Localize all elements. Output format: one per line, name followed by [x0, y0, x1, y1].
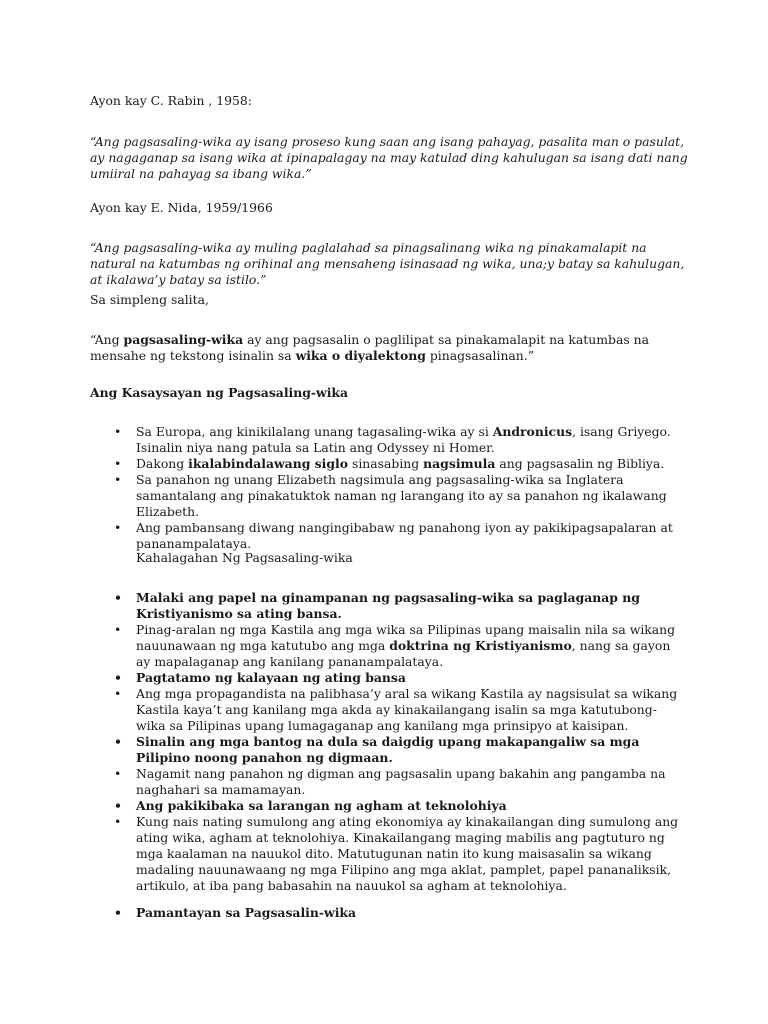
list-item: • Pinag-aralan ng mga Kastila ang mga wika sa Pilipinas upang maisalin nila sa wikang nauunawaan ng mga katutubo ang mga doktrina ng Kristiyanismo, nang sa gayon ay mapalaganap ang kanilang pananampalataya. [114, 622, 684, 670]
history-list [114, 424, 684, 552]
rabin-label: Ayon kay C. Rabin , 1958: [90, 93, 252, 108]
importance-list [114, 590, 684, 894]
list-item: • Sinalin ang mga bantog na dula sa daigdig upang makapangaliw sa mga Pilipino noong panahon ng digmaan. [114, 734, 684, 766]
list-item: • Dakong ikalabindalawang siglo sinasabing nagsimula ang pagsasalin ng Bibliya. [114, 456, 684, 472]
list-item: • Ang pakikibaka sa larangan ng agham at teknolohiya [114, 798, 684, 814]
list-item: • Sa panahon ng unang Elizabeth nagsimula ang pagsasaling-wika sa Inglatera samantalang ang pinakatuktok naman ng larangang ito ay sa panahon ng ikalawang Elizabeth. [114, 472, 684, 520]
rabin-quote: “Ang pagsasaling-wika ay isang proseso kung saan ang isang pahayag, pasalita man o pasulat, ay nagaganap sa isang wika at ipinapalagay na may katulad ding kahulugan sa isang dati nang umiiral na pahayag sa ibang wika.” [90, 134, 688, 181]
standards-heading: • Pamantayan sa Pagsasalin-wika [114, 905, 684, 921]
list-item: • Nagamit nang panahon ng digman ang pagsasalin upang bakahin ang pangamba na naghahari sa mamamayan. [114, 766, 684, 798]
simple-quote: “Ang pagsasaling-wika ay ang pagsasalin o paglilipat sa pinakamalapit na katumbas na mensahe ng tekstong isinalin sa wika o diyalektong pinagsasalinan.” [90, 332, 650, 363]
list-item: • Malaki ang papel na ginampanan ng pagsasaling-wika sa paglaganap ng Kristiyanismo sa ating bansa. [114, 590, 684, 622]
simple-label: Sa simpleng salita, [90, 292, 209, 307]
standards-list [114, 905, 684, 921]
list-item: • Ang pambansang diwang nangingibabaw ng panahong iyon ay pakikipagsapalaran at pananampalataya. [114, 520, 684, 552]
list-item: • Ang mga propagandista na palibhasa’y aral sa wikang Kastila ay nagsisulat sa wikang Kastila kaya’t ang kanilang mga akda ay kinakailangang isalin sa mga katutubong-wika sa Pilipinas upang lumagaganap ang kanilang mga prinsipyo at kaisipan. [114, 686, 684, 734]
history-heading: Ang Kasaysayan ng Pagsasaling-wika [90, 385, 349, 400]
list-item: • Kung nais nating sumulong ang ating ekonomiya ay kinakailangan ding sumulong ang ating wika, agham at teknolohiya. Kinakailangang maging mabilis ang pagtuturo ng mga kaalaman na nauukol dito. Matutugunan natin ito kung maisasalin sa wikang madaling nauunawaang ng mga Filipino ang mga aklat, pamplet, papel pananaliksik, artikulo, at iba pang babasahin na nauukol sa agham at teknolohiya. [114, 814, 684, 894]
importance-heading: Kahalagahan Ng Pagsasaling-wika [136, 550, 353, 565]
nida-label: Ayon kay E. Nida, 1959/1966 [90, 200, 273, 215]
nida-quote: “Ang pagsasaling-wika ay muling paglalahad sa pinagsalinang wika ng pinakamalapit na natural na katumbas ng orihinal ang mensaheng isinasaad ng wika, una;y batay sa kahulugan, at ikalawa’y batay sa istilo.” [90, 240, 685, 287]
list-item: • Pagtatamo ng kalayaan ng ating bansa [114, 670, 684, 686]
list-item: • Sa Europa, ang kinikilalang unang tagasaling-wika ay si Andronicus, isang Griyego. Isinalin niya nang patula sa Latin ang Odyssey ni Homer. [114, 424, 684, 456]
